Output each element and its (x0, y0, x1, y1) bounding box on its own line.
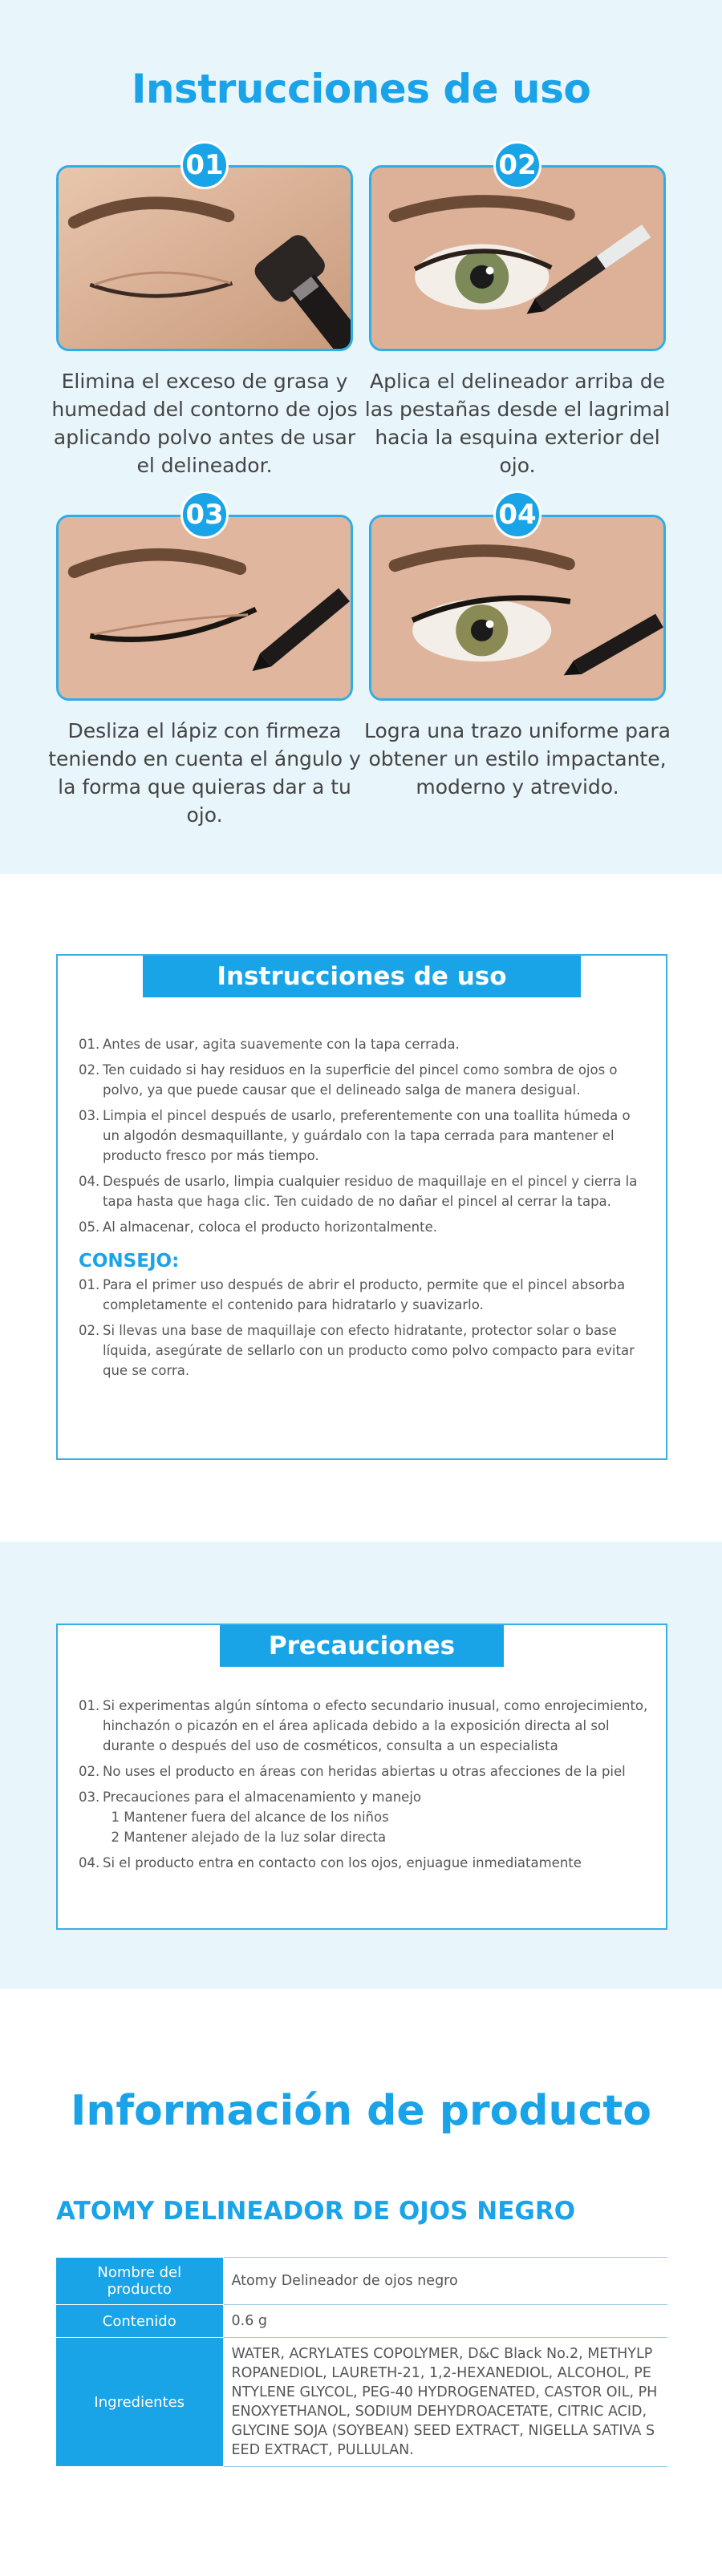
tip-title: CONSEJO: (79, 1251, 180, 1272)
row-value: 0.6 g (223, 2305, 667, 2338)
tip-item: 02. Si llevas una base de maquillaje con efecto hidratante, protector solar o base líquida, asegúrate de sellarlo con un producto como polvo compacto para evitar que se corra. (79, 1323, 635, 1378)
row-value: WATER, ACRYLATES COPOLYMER, D&C Black No.2, METHYLPROPANEDIOL, LAURETH-21, 1,2-HEXANEDIOL, ALCOHOL, PENTYLENE GLYCOL, PEG-40 HYDROGENATED, CASTOR OIL, PHENOXYETHANOL, SODIUM DEHYDROACETATE, CITRIC ACID, GLYCINE SOJA (SOYBEAN) SEED EXTRACT, NIGELLA SATIVA SEED EXTRACT, PULLULAN. (223, 2338, 667, 2467)
usage-instructions-title: Instrucciones de uso (143, 956, 581, 997)
precautions-box (56, 1624, 667, 1930)
step-caption: Desliza el lápiz con firmeza teniendo en cuenta el ángulo y la forma que quieras dar a tu ojo. (48, 719, 361, 827)
table-row (56, 2305, 667, 2338)
product-name-heading: ATOMY DELINEADOR DE OJOS NEGRO (56, 2197, 576, 2226)
step-caption: Logra una trazo uniforme para obtener un estilo impactante, moderno y atrevido. (364, 719, 671, 799)
row-value: Atomy Delineador de ojos negro (223, 2258, 667, 2305)
list-item: 02. No uses el producto en áreas con heridas abiertas u otras afecciones de la piel (79, 1764, 626, 1779)
open-eye-finished-image (371, 517, 663, 698)
closed-eye-brush-image (59, 168, 351, 349)
list-item: 03. Limpia el pincel después de usarlo, preferentemente con una toallita húmeda o un algodón desmaquillante, y guárdalo con la tapa cerrada para mantener el producto fresco por más tiempo. (79, 1108, 631, 1163)
closed-eye-wing-image (59, 517, 351, 698)
step-photo-finished (369, 515, 666, 701)
row-key: Contenido (56, 2305, 223, 2338)
usage-instructions-list (79, 1034, 648, 1386)
sub-item: 1 Mantener fuera del alcance de los niños (111, 1810, 389, 1825)
table-row (56, 2338, 667, 2467)
list-item: 05. Al almacenar, coloca el producto horizontalmente. (79, 1219, 437, 1235)
product-info-table (56, 2257, 667, 2467)
step-caption: Aplica el delineador arriba de las pestañas desde el lagrimal hacia la esquina exterior del ojo. (364, 370, 671, 477)
step-badge: 02 (493, 141, 542, 189)
sub-item: 2 Mantener alejado de la luz solar directa (111, 1830, 387, 1845)
eye-liner-upper-image (371, 168, 663, 349)
row-key: Nombre del producto (56, 2258, 223, 2305)
usage-instructions-box (56, 954, 667, 1460)
step-photo-wing (56, 515, 353, 701)
list-item: 04. Si el producto entra en contacto con los ojos, enjuague inmediatamente (79, 1855, 582, 1870)
step-badge: 01 (180, 141, 229, 189)
step-photo-powder (56, 165, 353, 351)
step-caption: Elimina el exceso de grasa y humedad del contorno de ojos aplicando polvo antes de usar el delineador. (51, 370, 358, 477)
usage-steps-section (0, 0, 722, 874)
list-item: 01. Antes de usar, agita suavemente con la tapa cerrada. (79, 1037, 460, 1052)
step-badge: 04 (493, 491, 542, 539)
precautions-title: Precauciones (220, 1625, 504, 1667)
step-badge: 03 (180, 491, 229, 539)
list-item: 02. Ten cuidado si hay residuos en la superficie del pincel como sombra de ojos o polvo, ya que puede causar que el delineado salga de manera desigual. (79, 1062, 618, 1098)
table-row (56, 2258, 667, 2305)
step-photo-upper-line (369, 165, 666, 351)
list-item: 01. Si experimentas algún síntoma o efecto secundario inusual, como enrojecimiento, hinchazón o picazón en el área aplicada debido a la exposición directa al sol durante o después del uso de cosméticos, consulta a un especialista (79, 1698, 648, 1753)
product-info-title: Información de producto (71, 2087, 651, 2135)
row-key: Ingredientes (56, 2338, 223, 2467)
list-item: 04. Después de usarlo, limpia cualquier residuo de maquillaje en el pincel y cierra la tapa hasta que haga clic. Ten cuidado de no dañar el pincel al cerrar la tapa. (79, 1174, 638, 1209)
list-item: 03. Precauciones para el almacenamiento y manejo 1 Mantener fuera del alcance de los niños 2 Mantener alejado de la luz solar directa (79, 1789, 422, 1845)
tip-item: 01. Para el primer uso después de abrir el producto, permite que el pincel absorba completamente el contenido para hidratarlo y suavizarlo. (79, 1277, 626, 1312)
precautions-list (79, 1696, 648, 1878)
usage-steps-title: Instrucciones de uso (131, 66, 591, 112)
